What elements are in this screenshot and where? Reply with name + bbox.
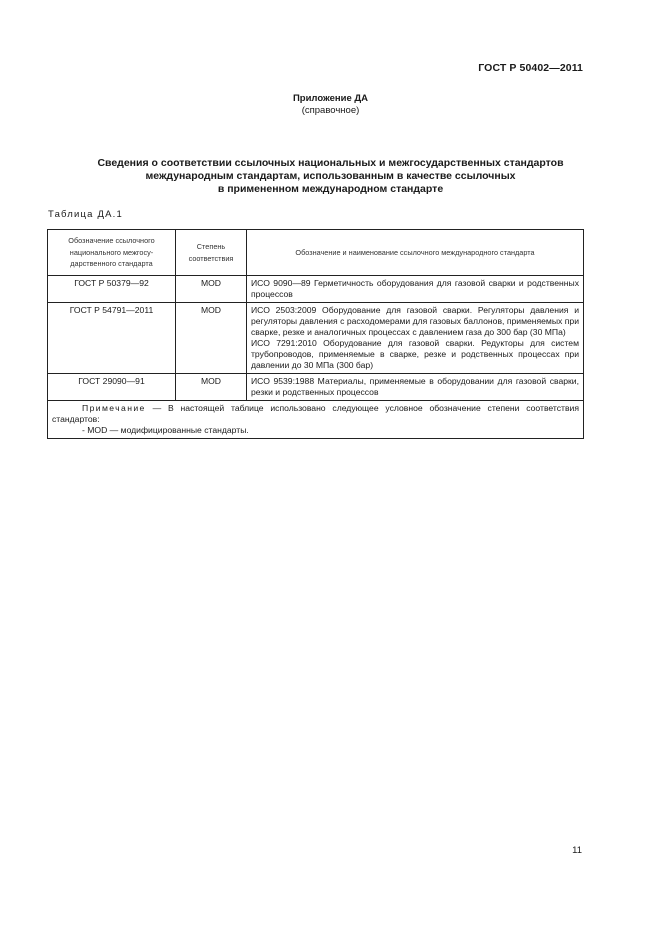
cell-degree: MOD — [176, 303, 247, 374]
cell-international-standard — [247, 276, 584, 303]
table-row — [48, 303, 584, 374]
cell-national-standard: ГОСТ Р 50379—92 — [48, 276, 176, 303]
section-title-line: международным стандартам, использованным в качестве ссылочных — [145, 170, 516, 182]
international-standard-entry: ИСО 9539:1988 Материалы, применяемые в оборудовании для газовой сварки, резки и родственных процессов — [251, 376, 579, 397]
table-row — [48, 374, 584, 401]
cell-national-standard: ГОСТ Р 54791—2011 — [48, 303, 176, 374]
correspondence-table — [47, 229, 584, 439]
international-standard-entry: ИСО 2503:2009 Оборудование для газовой сварки. Регуляторы давления и регуляторы давления с расходомерами для газовых баллонов, применяемых при сварке, резке и аналогичных процессах с давлением газа до 300 бар (30 МПа) — [251, 305, 579, 337]
international-standard-entry: ИСО 7291:2010 Оборудование для газовой сварки. Редукторы для систем трубопроводов, применяемые в сварке, резке и родственных процессах при давлении до 30 МПа (300 бар) — [251, 338, 579, 370]
cell-national-standard: ГОСТ 29090—91 — [48, 374, 176, 401]
international-standard-entry: ИСО 9090—89 Герметичность оборудования для газовой сварки и родственных процессов — [251, 278, 579, 299]
section-title-line: в примененном международном стандарте — [217, 183, 444, 195]
column-header-national-standard: Обозначение ссылочного национального межгосу-дарственного стандарта — [48, 230, 176, 276]
document-code: ГОСТ Р 50402—2011 — [478, 62, 583, 74]
note-label: Примечание — [82, 403, 146, 413]
page-number: 11 — [572, 845, 582, 856]
table-row — [48, 276, 584, 303]
table-note — [48, 401, 584, 439]
table-header-row — [48, 230, 584, 276]
section-title — [0, 157, 661, 196]
note-text: — В настоящей таблице использовано следующее условное обозначение степени соответствия стандартов: — [52, 403, 579, 424]
cell-international-standard — [247, 374, 584, 401]
cell-degree: MOD — [176, 374, 247, 401]
appendix-subtitle: (справочное) — [301, 105, 360, 116]
cell-international-standard — [247, 303, 584, 374]
cell-degree: MOD — [176, 276, 247, 303]
note-item: - MOD — модифицированные стандарты. — [82, 425, 249, 435]
column-header-degree: Степень соответствия — [176, 230, 247, 276]
table-label: Таблица ДА.1 — [48, 209, 123, 220]
appendix-title: Приложение ДА — [292, 93, 369, 104]
column-header-international-standard: Обозначение и наименование ссылочного международного стандарта — [247, 230, 584, 276]
section-title-line: Сведения о соответствии ссылочных национальных и межгосударственных стандартов — [97, 157, 564, 169]
appendix-heading — [0, 93, 661, 117]
table-note-row — [48, 401, 584, 439]
